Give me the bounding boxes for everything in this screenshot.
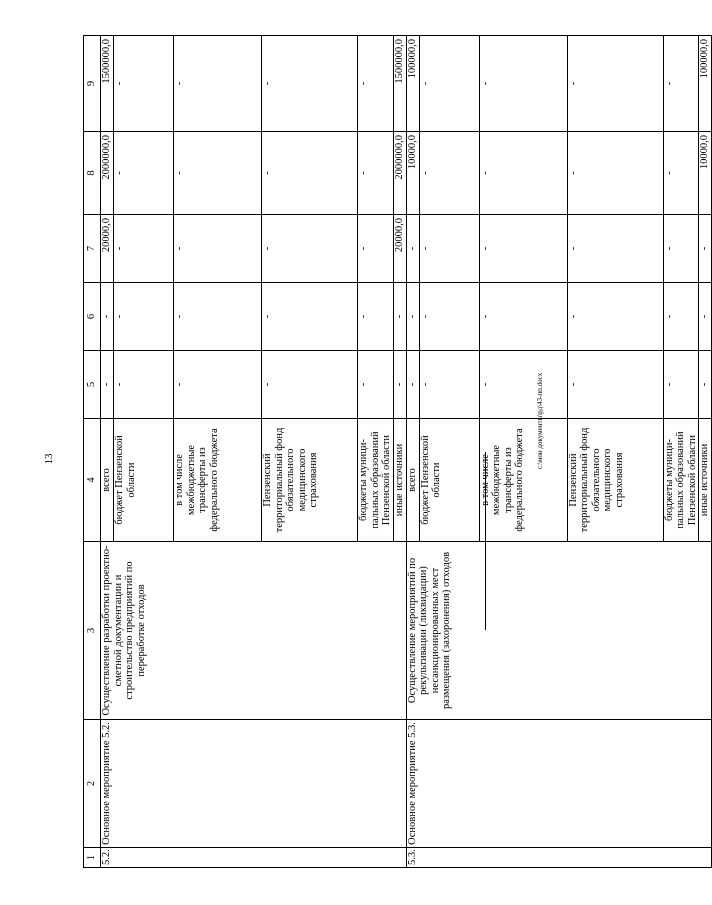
table-row: [101, 36, 114, 868]
value-cell-c8: 2000000,0: [393, 132, 406, 215]
value-cell-c8: 10000,0: [699, 132, 712, 215]
rotated-table-wrapper: [83, 36, 711, 868]
value-cell-c9: 100000,0: [699, 36, 712, 132]
value-cell-c8: -: [174, 132, 262, 215]
value-cell-c5: -: [567, 351, 663, 419]
value-cell-c5: -: [419, 351, 479, 419]
source-cell: бюджеты муници-пальных образований Пензенской области: [663, 419, 699, 542]
value-cell-c9: -: [114, 36, 174, 132]
header-cell-2: 2: [84, 720, 101, 848]
source-cell: бюджет Пензенской области: [419, 419, 479, 542]
value-cell-c5: -: [663, 351, 699, 419]
header-cell-7: 7: [84, 215, 101, 283]
value-cell-c6: -: [101, 283, 114, 351]
source-cell: бюджеты муници-пальных образований Пензенской области: [358, 419, 394, 542]
header-cell-1: 1: [84, 848, 101, 868]
value-cell-c9: -: [663, 36, 699, 132]
value-cell-c8: -: [567, 132, 663, 215]
header-cell-6: 6: [84, 283, 101, 351]
row-number-cell: 5.2.: [101, 848, 407, 868]
source-cell: в том числе межбюджетные трансферты из федерального бюджета: [479, 419, 567, 542]
row-number-cell: 5.3.: [406, 848, 712, 868]
page-number: 13: [43, 453, 55, 465]
value-cell-c6: -: [663, 283, 699, 351]
value-cell-c6: -: [174, 283, 262, 351]
source-cell: бюджет Пензенской области: [114, 419, 174, 542]
value-cell-c5: -: [406, 351, 419, 419]
value-cell-c8: 10000,0: [406, 132, 419, 215]
value-cell-c7: 20000,0: [101, 215, 114, 283]
value-cell-c6: -: [358, 283, 394, 351]
value-cell-c6: -: [567, 283, 663, 351]
activity-cell: Основное мероприятие 5.3.: [406, 720, 712, 848]
value-cell-c9: -: [419, 36, 479, 132]
value-cell-c9: -: [262, 36, 358, 132]
value-cell-c9: -: [174, 36, 262, 132]
value-cell-c9: -: [358, 36, 394, 132]
value-cell-c5: -: [262, 351, 358, 419]
source-cell: иные источники: [699, 419, 712, 542]
source-cell: в том числе межбюджетные трансферты из федерального бюджета: [174, 419, 262, 542]
file-path: c:\мои документы\рд\43-пп.docx: [536, 372, 544, 469]
value-cell-c9: 100000,0: [406, 36, 419, 132]
value-cell-c6: -: [479, 283, 567, 351]
header-cell-3: 3: [84, 542, 101, 720]
value-cell-c7: -: [699, 215, 712, 283]
table-body: [84, 36, 712, 868]
value-cell-c8: -: [419, 132, 479, 215]
value-cell-c5: -: [358, 351, 394, 419]
value-cell-c6: -: [114, 283, 174, 351]
value-cell-c8: -: [114, 132, 174, 215]
header-cell-8: 8: [84, 132, 101, 215]
value-cell-c7: -: [406, 215, 419, 283]
value-cell-c7: -: [358, 215, 394, 283]
value-cell-c6: -: [406, 283, 419, 351]
budget-table: [83, 35, 712, 868]
header-row: [84, 36, 101, 868]
value-cell-c5: -: [699, 351, 712, 419]
value-cell-c5: -: [114, 351, 174, 419]
value-cell-c7: -: [479, 215, 567, 283]
header-cell-4: 4: [84, 419, 101, 542]
source-cell: всего: [406, 419, 419, 542]
table-row: [406, 36, 419, 868]
description-cell: Осуществление мероприятий по рекультивации (ликвидации) несанкционированных мест размещения (захоронения) отходов: [406, 542, 712, 720]
value-cell-c8: 2000000,0: [101, 132, 114, 215]
activity-cell: Основное мероприятие 5.2.: [101, 720, 407, 848]
source-cell: Пензенский территориальный фонд обязательного медицинского страхования: [262, 419, 358, 542]
value-cell-c5: -: [479, 351, 567, 419]
value-cell-c7: -: [419, 215, 479, 283]
value-cell-c6: -: [262, 283, 358, 351]
value-cell-c9: 1500000,0: [101, 36, 114, 132]
value-cell-c9: 1500000,0: [393, 36, 406, 132]
header-cell-9: 9: [84, 36, 101, 132]
header-cell-5: 5: [84, 351, 101, 419]
value-cell-c6: -: [393, 283, 406, 351]
value-cell-c7: -: [114, 215, 174, 283]
source-cell: Пензенский территориальный фонд обязательного медицинского страхования: [567, 419, 663, 542]
value-cell-c5: -: [174, 351, 262, 419]
description-cell: Осуществление разработки проектно-сметной документации и строительство предприятий по переработке отходов: [101, 542, 407, 720]
value-cell-c6: -: [419, 283, 479, 351]
value-cell-c5: -: [101, 351, 114, 419]
value-cell-c7: -: [174, 215, 262, 283]
value-cell-c9: -: [479, 36, 567, 132]
value-cell-c7: 20000,0: [393, 215, 406, 283]
value-cell-c6: -: [699, 283, 712, 351]
value-cell-c7: -: [567, 215, 663, 283]
value-cell-c9: -: [567, 36, 663, 132]
source-cell: всего: [101, 419, 114, 542]
value-cell-c8: -: [262, 132, 358, 215]
value-cell-c7: -: [663, 215, 699, 283]
value-cell-c8: -: [358, 132, 394, 215]
value-cell-c7: -: [262, 215, 358, 283]
value-cell-c5: -: [393, 351, 406, 419]
value-cell-c8: -: [479, 132, 567, 215]
source-cell: иные источники: [393, 419, 406, 542]
value-cell-c8: -: [663, 132, 699, 215]
